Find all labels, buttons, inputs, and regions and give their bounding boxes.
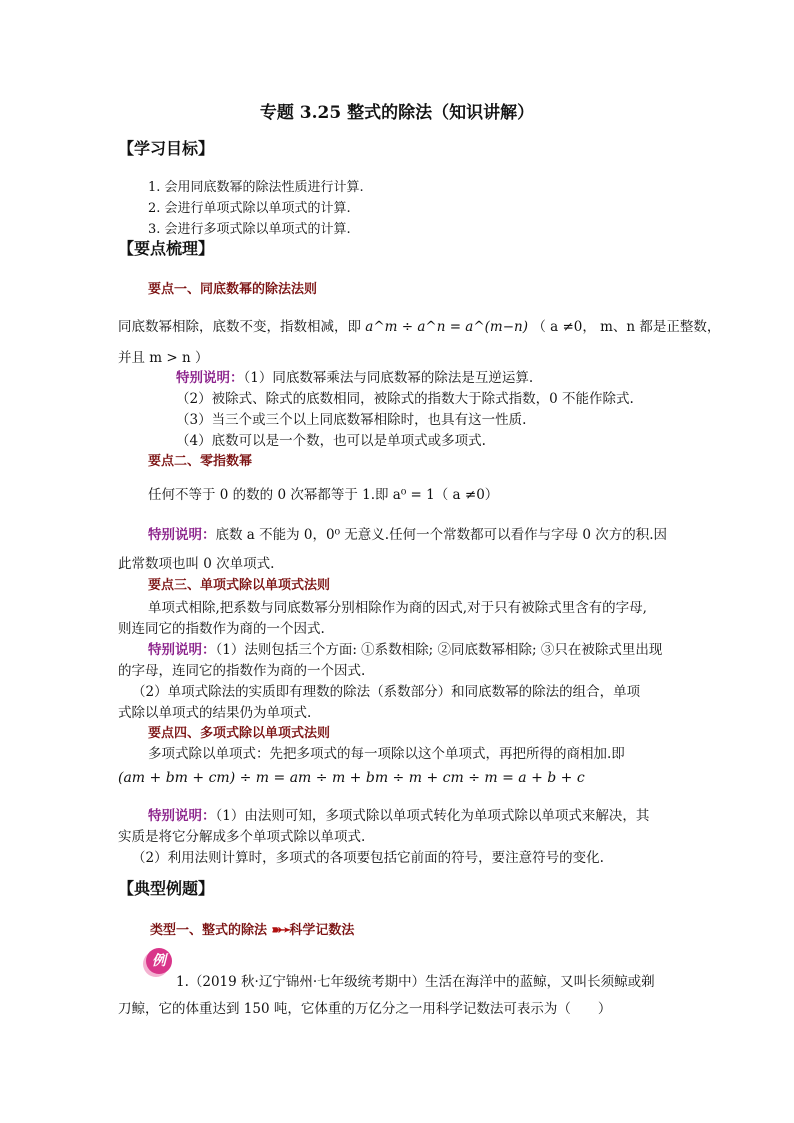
point1-rule xyxy=(118,315,720,335)
point2-note-1 xyxy=(148,523,667,543)
point3-rule-1: 单项式相除,把系数与同底数幂分别相除作为商的因式,对于只有被除式里含有的字母, xyxy=(148,600,647,616)
key-points-heading: 【要点梳理】 xyxy=(118,239,215,258)
examples-heading: 【典型例题】 xyxy=(118,879,215,898)
goal-item-3: 3. 会进行多项式除以单项式的计算. xyxy=(148,222,351,237)
point3-note-1b: 的字母，连同它的指数作为商的一个因式. xyxy=(118,663,366,679)
point1-title: 要点一、同底数幂的除法法则 xyxy=(148,282,318,297)
point2-note-2: 此常数项也叫 0 次单项式. xyxy=(118,556,275,572)
point4-special-label: 特别说明： xyxy=(148,808,216,824)
point3-title: 要点三、单项式除以单项式法则 xyxy=(148,578,331,593)
point1-rule-formula: a^m ÷ a^n = a^(m−n) xyxy=(365,319,529,335)
type1-title-suffix: 科学记数法 xyxy=(289,923,355,938)
question1-line1: 1.（2019 秋·辽宁锦州·七年级统考期中）生活在海洋中的蓝鲸，又叫长须鲸或剃 xyxy=(176,974,655,990)
point4-title: 要点四、多项式除以单项式法则 xyxy=(148,726,331,741)
point3-special-label: 特别说明： xyxy=(148,642,216,658)
learning-goals-heading: 【学习目标】 xyxy=(118,139,215,158)
point3-note-1-text: （1）法则包括三个方面: ①系数相除; ②同底数幂相除; ③只在被除式里出现 xyxy=(215,642,663,658)
point3-note-2: （2）单项式除法的实质即有理数的除法（系数部分）和同底数幂的除法的组合，单项 xyxy=(132,684,641,700)
point1-rule-cond2: 并且 m > n ） xyxy=(118,350,209,366)
point3-rule-2: 则连同它的指数作为商的一个因式. xyxy=(118,621,325,637)
question1-line2: 刀鲸，它的体重达到 150 吨，它体重的万亿分之一用科学记数法可表示为（ ） xyxy=(118,1001,612,1017)
point4-note-1-text: （1）由法则可知，多项式除以单项式转化为单项式除以单项式来解决，其 xyxy=(215,808,650,824)
page-title: 专题 3.25 整式的除法（知识讲解） xyxy=(259,103,535,123)
point4-note-1 xyxy=(148,804,649,824)
point2-rule: 任何不等于 0 的数的 0 次幂都等于 1.即 a⁰ = 1（ a ≠0） xyxy=(148,487,499,503)
point2-note-1-text: 底数 a 不能为 0，0⁰ 无意义.任何一个常数都可以看作与字母 0 次方的积.因 xyxy=(215,527,668,543)
point1-note-3: （3）当三个或三个以上同底数幂相除时，也具有这一性质. xyxy=(176,412,527,428)
point1-special-label: 特别说明： xyxy=(176,370,244,386)
point3-note-1 xyxy=(148,638,662,658)
point2-special-label: 特别说明： xyxy=(148,527,216,543)
point1-rule-cond: （ a ≠0， m、n 都是正整数， xyxy=(532,319,721,335)
arrow-icon: ➽➛ xyxy=(271,923,290,938)
point2-title: 要点二、零指数幂 xyxy=(148,454,253,469)
point4-note-2: （2）利用法则计算时，多项式的各项要包括它前面的符号，要注意符号的变化. xyxy=(132,850,604,866)
point3-note-2b: 式除以单项式的结果仍为单项式. xyxy=(118,705,312,721)
example-type1-title xyxy=(150,919,354,938)
point4-rule: 多项式除以单项式：先把多项式的每一项除以这个单项式，再把所得的商相加.即 xyxy=(148,746,625,762)
goal-item-1: 1. 会用同底数幂的除法性质进行计算. xyxy=(148,180,364,195)
point1-note-4: （4）底数可以是一个数，也可以是单项式或多项式. xyxy=(176,433,486,449)
point1-note-1 xyxy=(176,366,533,386)
goal-item-2: 2. 会进行单项式除以单项式的计算. xyxy=(148,201,351,216)
point4-note-1b: 实质是将它分解成多个单项式除以单项式. xyxy=(118,829,366,845)
point4-formula: (am + bm + cm) ÷ m = am ÷ m + bm ÷ m + cm ÷ m = a + b + c xyxy=(118,770,585,786)
point1-note-2: （2）被除式、除式的底数相同，被除式的指数大于除式指数，0 不能作除式. xyxy=(176,391,634,407)
point1-rule-prefix: 同底数幂相除，底数不变，指数相减，即 xyxy=(118,319,361,335)
point1-note-1-text: （1）同底数幂乘法与同底数幂的除法是互逆运算. xyxy=(243,370,534,386)
type1-title-text: 类型一、整式的除法 xyxy=(150,923,268,938)
example-badge-icon: 例 xyxy=(146,948,172,974)
